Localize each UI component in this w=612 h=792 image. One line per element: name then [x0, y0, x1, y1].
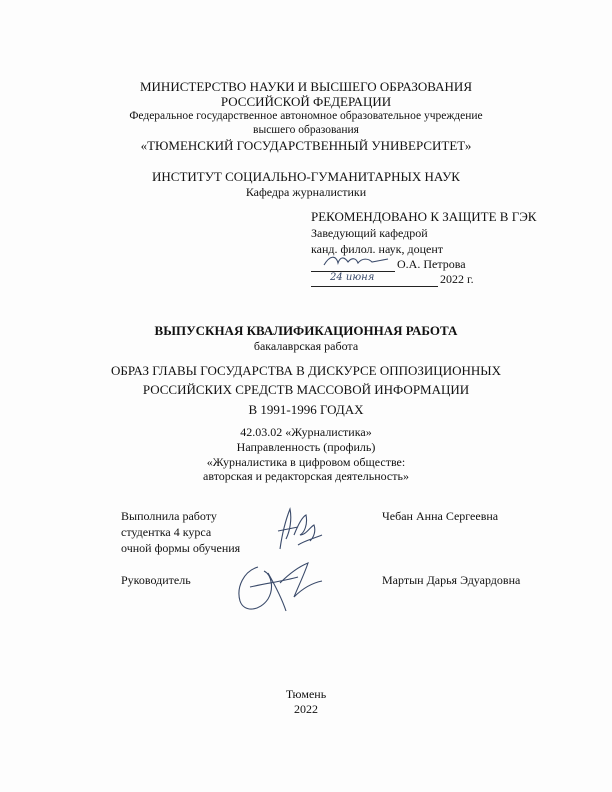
- author-label-line2: студентка 4 курса: [121, 525, 212, 539]
- author-label-line3: очной формы обучения: [121, 541, 241, 555]
- head-name: О.А. Петрова: [397, 257, 466, 271]
- work-title-line1: ОБРАЗ ГЛАВЫ ГОСУДАРСТВА В ДИСКУРСЕ ОППОЗИЦИОННЫХ: [111, 363, 501, 378]
- institute-name: ИНСТИТУТ СОЦИАЛЬНО-ГУМАНИТАРНЫХ НАУК: [152, 169, 460, 184]
- profile-line1: «Журналистика в цифровом обществе:: [206, 455, 406, 469]
- supervisor-label: Руководитель: [121, 573, 191, 587]
- author-name: Чебан Анна Сергеевна: [382, 509, 499, 523]
- institution-line2: высшего образования: [253, 124, 359, 136]
- date-line: [311, 286, 438, 287]
- work-title-line3: В 1991-1996 ГОДАХ: [248, 402, 364, 417]
- approval-title: РЕКОМЕНДОВАНО К ЗАЩИТЕ В ГЭК: [311, 209, 537, 224]
- footer-year: 2022: [294, 702, 318, 716]
- work-type: ВЫПУСКНАЯ КВАЛИФИКАЦИОННАЯ РАБОТА: [154, 323, 458, 338]
- supervisor-name: Мартын Дарья Эдуардовна: [382, 573, 521, 587]
- author-label-line1: Выполнила работу: [121, 509, 217, 523]
- handwritten-date: 24 июня: [330, 272, 375, 283]
- footer-city: Тюмень: [285, 687, 327, 701]
- department-name: Кафедра журналистики: [245, 185, 367, 199]
- profile-line2: авторская и редакторская деятельность»: [203, 469, 409, 483]
- author-signature: [268, 505, 328, 555]
- university-name: «ТЮМЕНСКИЙ ГОСУДАРСТВЕННЫЙ УНИВЕРСИТЕТ»: [140, 138, 472, 153]
- head-signature: [322, 253, 392, 271]
- approval-degree: канд. филол. наук, доцент: [311, 242, 444, 256]
- supervisor-signature: [228, 553, 328, 617]
- profile-label: Направленность (профиль): [236, 440, 376, 454]
- approval-year: 2022 г.: [440, 272, 474, 286]
- institution-line1: Федеральное государственное автономное образовательное учреждение: [129, 110, 483, 122]
- work-title-line2: РОССИЙСКИХ СРЕДСТВ МАССОВОЙ ИНФОРМАЦИИ: [142, 382, 470, 397]
- ministry-line2: РОССИЙСКОЙ ФЕДЕРАЦИИ: [220, 94, 392, 109]
- program-code: 42.03.02 «Журналистика»: [240, 425, 372, 439]
- ministry-line1: МИНИСТЕРСТВО НАУКИ И ВЫСШЕГО ОБРАЗОВАНИЯ: [139, 79, 472, 94]
- work-level: бакалаврская работа: [253, 339, 359, 353]
- approval-role: Заведующий кафедрой: [311, 226, 428, 240]
